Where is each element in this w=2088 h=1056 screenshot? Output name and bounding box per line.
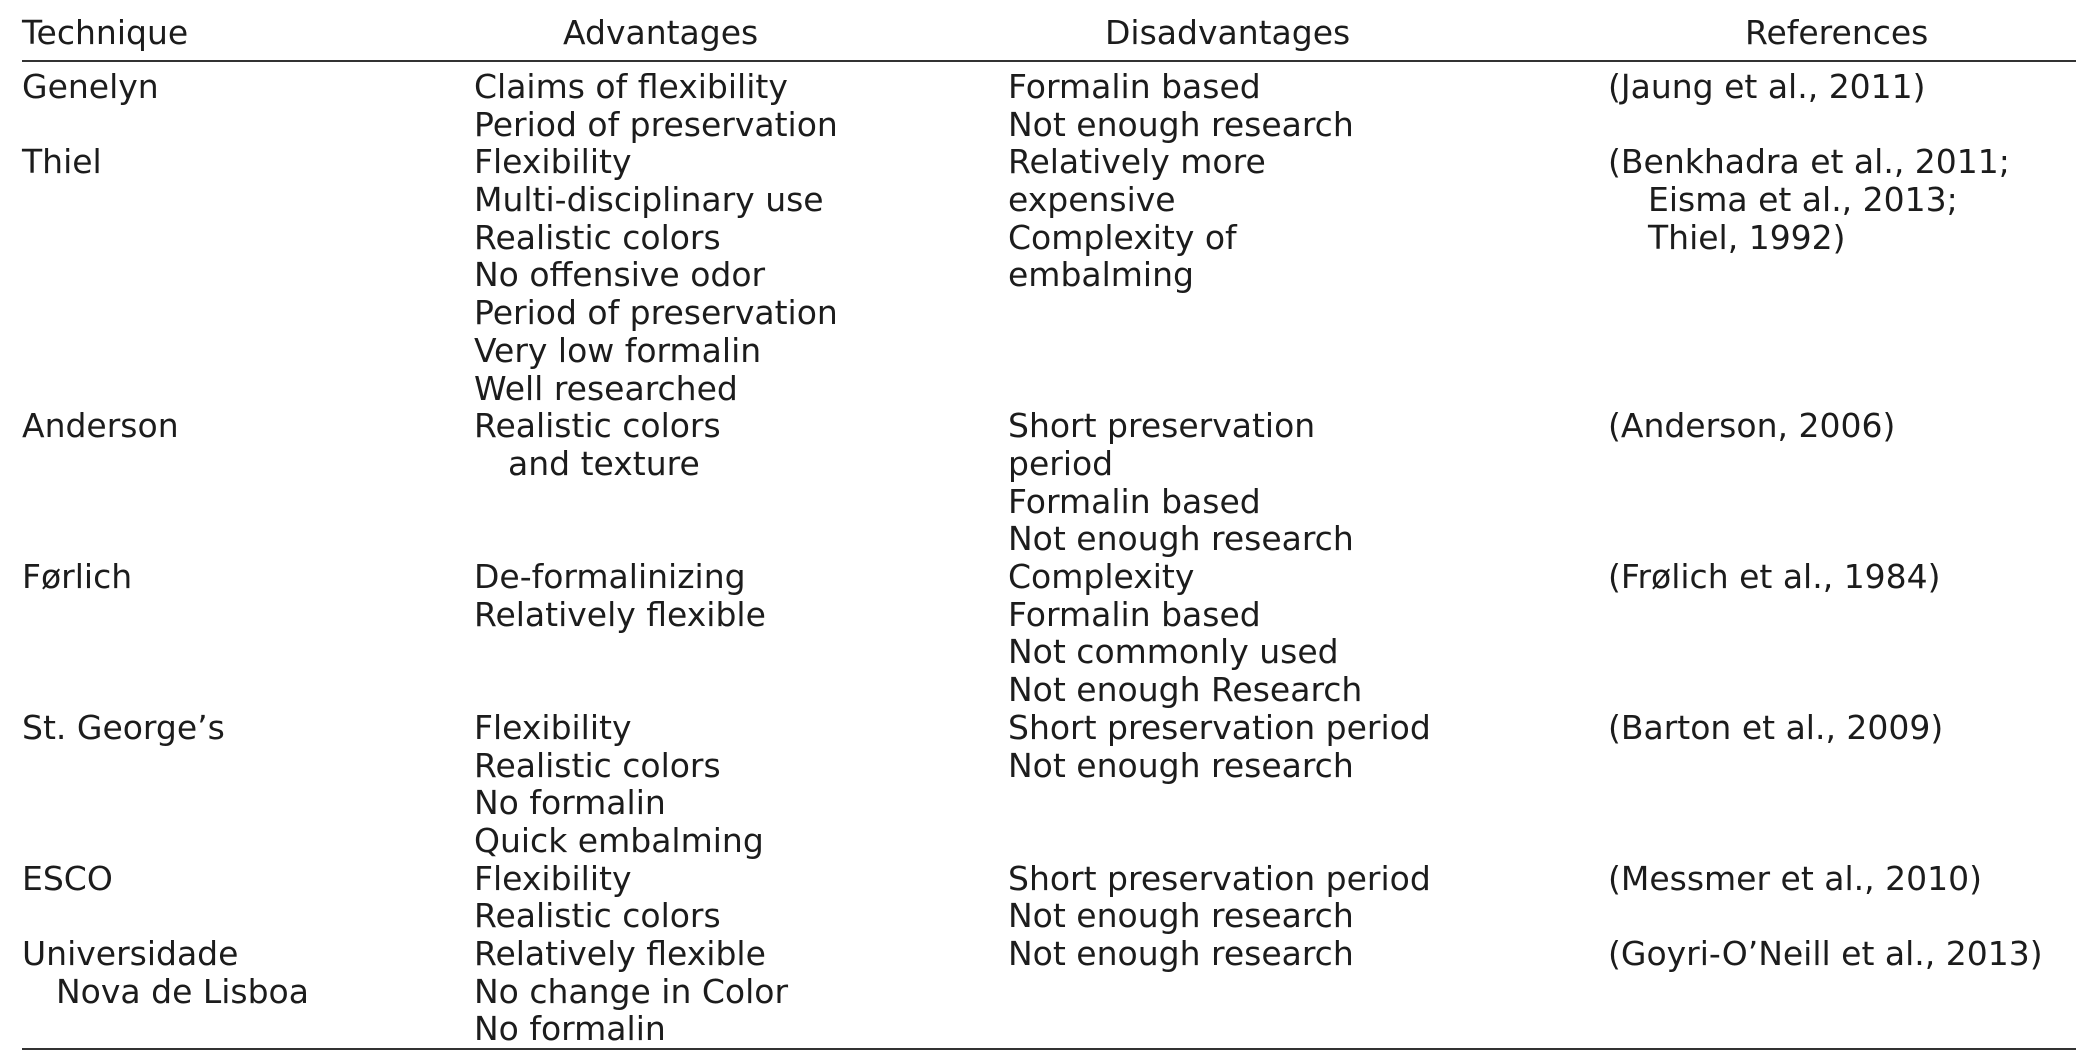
disadvantages-line: Not enough research bbox=[1008, 104, 1354, 144]
bottom-rule bbox=[22, 1048, 2076, 1050]
references-line: (Messmer et al., 2010) bbox=[1608, 858, 1982, 898]
disadvantages-line: embalming bbox=[1008, 255, 1194, 295]
disadvantages-line: Short preservation bbox=[1008, 406, 1316, 446]
disadvantages-line: Not commonly used bbox=[1008, 632, 1339, 672]
cell-disadvantages bbox=[1008, 709, 1431, 784]
cell-advantages bbox=[474, 709, 764, 860]
advantages-line: No change in Color bbox=[474, 971, 789, 1011]
cell-technique bbox=[22, 860, 113, 898]
technique-line: St. George’s bbox=[22, 707, 225, 747]
cell-references bbox=[1608, 558, 1941, 596]
cell-technique bbox=[22, 68, 159, 106]
cell-advantages bbox=[474, 860, 721, 935]
cell-references bbox=[1608, 935, 2043, 973]
header-references: References bbox=[1745, 13, 1929, 52]
disadvantages-line: Not enough Research bbox=[1008, 670, 1363, 710]
references-line: Thiel, 1992) bbox=[1648, 217, 1846, 257]
references-line: (Jaung et al., 2011) bbox=[1608, 67, 1926, 106]
advantages-line: De-formalinizing bbox=[474, 557, 746, 597]
cell-technique bbox=[22, 558, 132, 596]
references-line: (Frølich et al., 1984) bbox=[1608, 557, 1941, 597]
references-line: (Goyri-O’Neill et al., 2013) bbox=[1608, 934, 2043, 974]
disadvantages-line: Short preservation period bbox=[1008, 858, 1431, 898]
disadvantages-line: Not enough research bbox=[1008, 934, 1354, 974]
references-line: Eisma et al., 2013; bbox=[1648, 180, 1958, 220]
cell-disadvantages bbox=[1008, 935, 1354, 973]
cell-disadvantages bbox=[1008, 860, 1431, 935]
cell-technique bbox=[22, 709, 225, 747]
advantages-line: No formalin bbox=[474, 783, 666, 823]
advantages-line: Relatively flexible bbox=[474, 594, 766, 634]
advantages-line: Realistic colors bbox=[474, 217, 721, 257]
advantages-line: Period of preservation bbox=[474, 293, 838, 333]
header-advantages: Advantages bbox=[563, 13, 759, 52]
cell-technique bbox=[22, 407, 179, 445]
advantages-line: Realistic colors bbox=[474, 406, 721, 446]
disadvantages-line: Complexity of bbox=[1008, 217, 1237, 257]
cell-advantages bbox=[474, 68, 838, 143]
disadvantages-line: Relatively more bbox=[1008, 142, 1266, 182]
advantages-line: Realistic colors bbox=[474, 745, 721, 785]
disadvantages-line: period bbox=[1008, 443, 1114, 483]
disadvantages-line: Short preservation period bbox=[1008, 707, 1431, 747]
advantages-line: Multi-disciplinary use bbox=[474, 180, 824, 220]
advantages-line: Flexibility bbox=[474, 142, 632, 182]
advantages-line: Claims of flexibility bbox=[474, 67, 788, 106]
cell-references bbox=[1608, 68, 1926, 106]
advantages-line: Quick embalming bbox=[474, 820, 764, 860]
technique-line: ESCO bbox=[22, 858, 113, 898]
cell-technique bbox=[22, 143, 102, 181]
advantages-line: Period of preservation bbox=[474, 104, 838, 144]
cell-disadvantages bbox=[1008, 68, 1354, 143]
references-line: (Barton et al., 2009) bbox=[1608, 707, 1944, 747]
technique-line: Universidade bbox=[22, 934, 239, 974]
disadvantages-line: Formalin based bbox=[1008, 594, 1261, 634]
advantages-line: No offensive odor bbox=[474, 255, 766, 295]
advantages-line: and texture bbox=[508, 443, 700, 483]
advantages-line: Realistic colors bbox=[474, 896, 721, 936]
cell-disadvantages bbox=[1008, 407, 1354, 558]
disadvantages-line: Complexity bbox=[1008, 557, 1195, 597]
cell-disadvantages bbox=[1008, 558, 1362, 709]
technique-line: Genelyn bbox=[22, 67, 159, 106]
disadvantages-line: expensive bbox=[1008, 180, 1176, 220]
cell-references bbox=[1608, 407, 1895, 445]
advantages-line: Very low formalin bbox=[474, 330, 762, 370]
cell-advantages bbox=[474, 407, 721, 482]
advantages-line: Well researched bbox=[474, 368, 738, 408]
advantages-line: Flexibility bbox=[474, 858, 632, 898]
advantages-line: No formalin bbox=[474, 1009, 666, 1049]
references-line: (Benkhadra et al., 2011; bbox=[1608, 142, 2010, 182]
technique-line: Nova de Lisboa bbox=[56, 971, 309, 1011]
header-technique: Technique bbox=[22, 13, 189, 52]
cell-references bbox=[1608, 709, 1943, 747]
technique-line: Thiel bbox=[22, 142, 102, 182]
references-line: (Anderson, 2006) bbox=[1608, 406, 1896, 446]
cell-references bbox=[1608, 860, 1982, 898]
header-disadvantages: Disadvantages bbox=[1105, 13, 1351, 52]
cell-references bbox=[1608, 143, 2010, 256]
advantages-line: Flexibility bbox=[474, 707, 632, 747]
header-rule bbox=[22, 60, 2076, 62]
cell-advantages bbox=[474, 143, 838, 407]
technique-line: Anderson bbox=[22, 406, 179, 446]
cell-technique bbox=[22, 935, 309, 1010]
disadvantages-line: Formalin based bbox=[1008, 481, 1261, 521]
cell-advantages bbox=[474, 935, 788, 1048]
advantages-line: Relatively flexible bbox=[474, 934, 766, 974]
disadvantages-line: Not enough research bbox=[1008, 896, 1354, 936]
cell-disadvantages bbox=[1008, 143, 1266, 294]
cell-advantages bbox=[474, 558, 766, 633]
technique-line: Førlich bbox=[22, 557, 133, 597]
disadvantages-line: Not enough research bbox=[1008, 745, 1354, 785]
disadvantages-line: Formalin based bbox=[1008, 67, 1261, 106]
disadvantages-line: Not enough research bbox=[1008, 519, 1354, 559]
